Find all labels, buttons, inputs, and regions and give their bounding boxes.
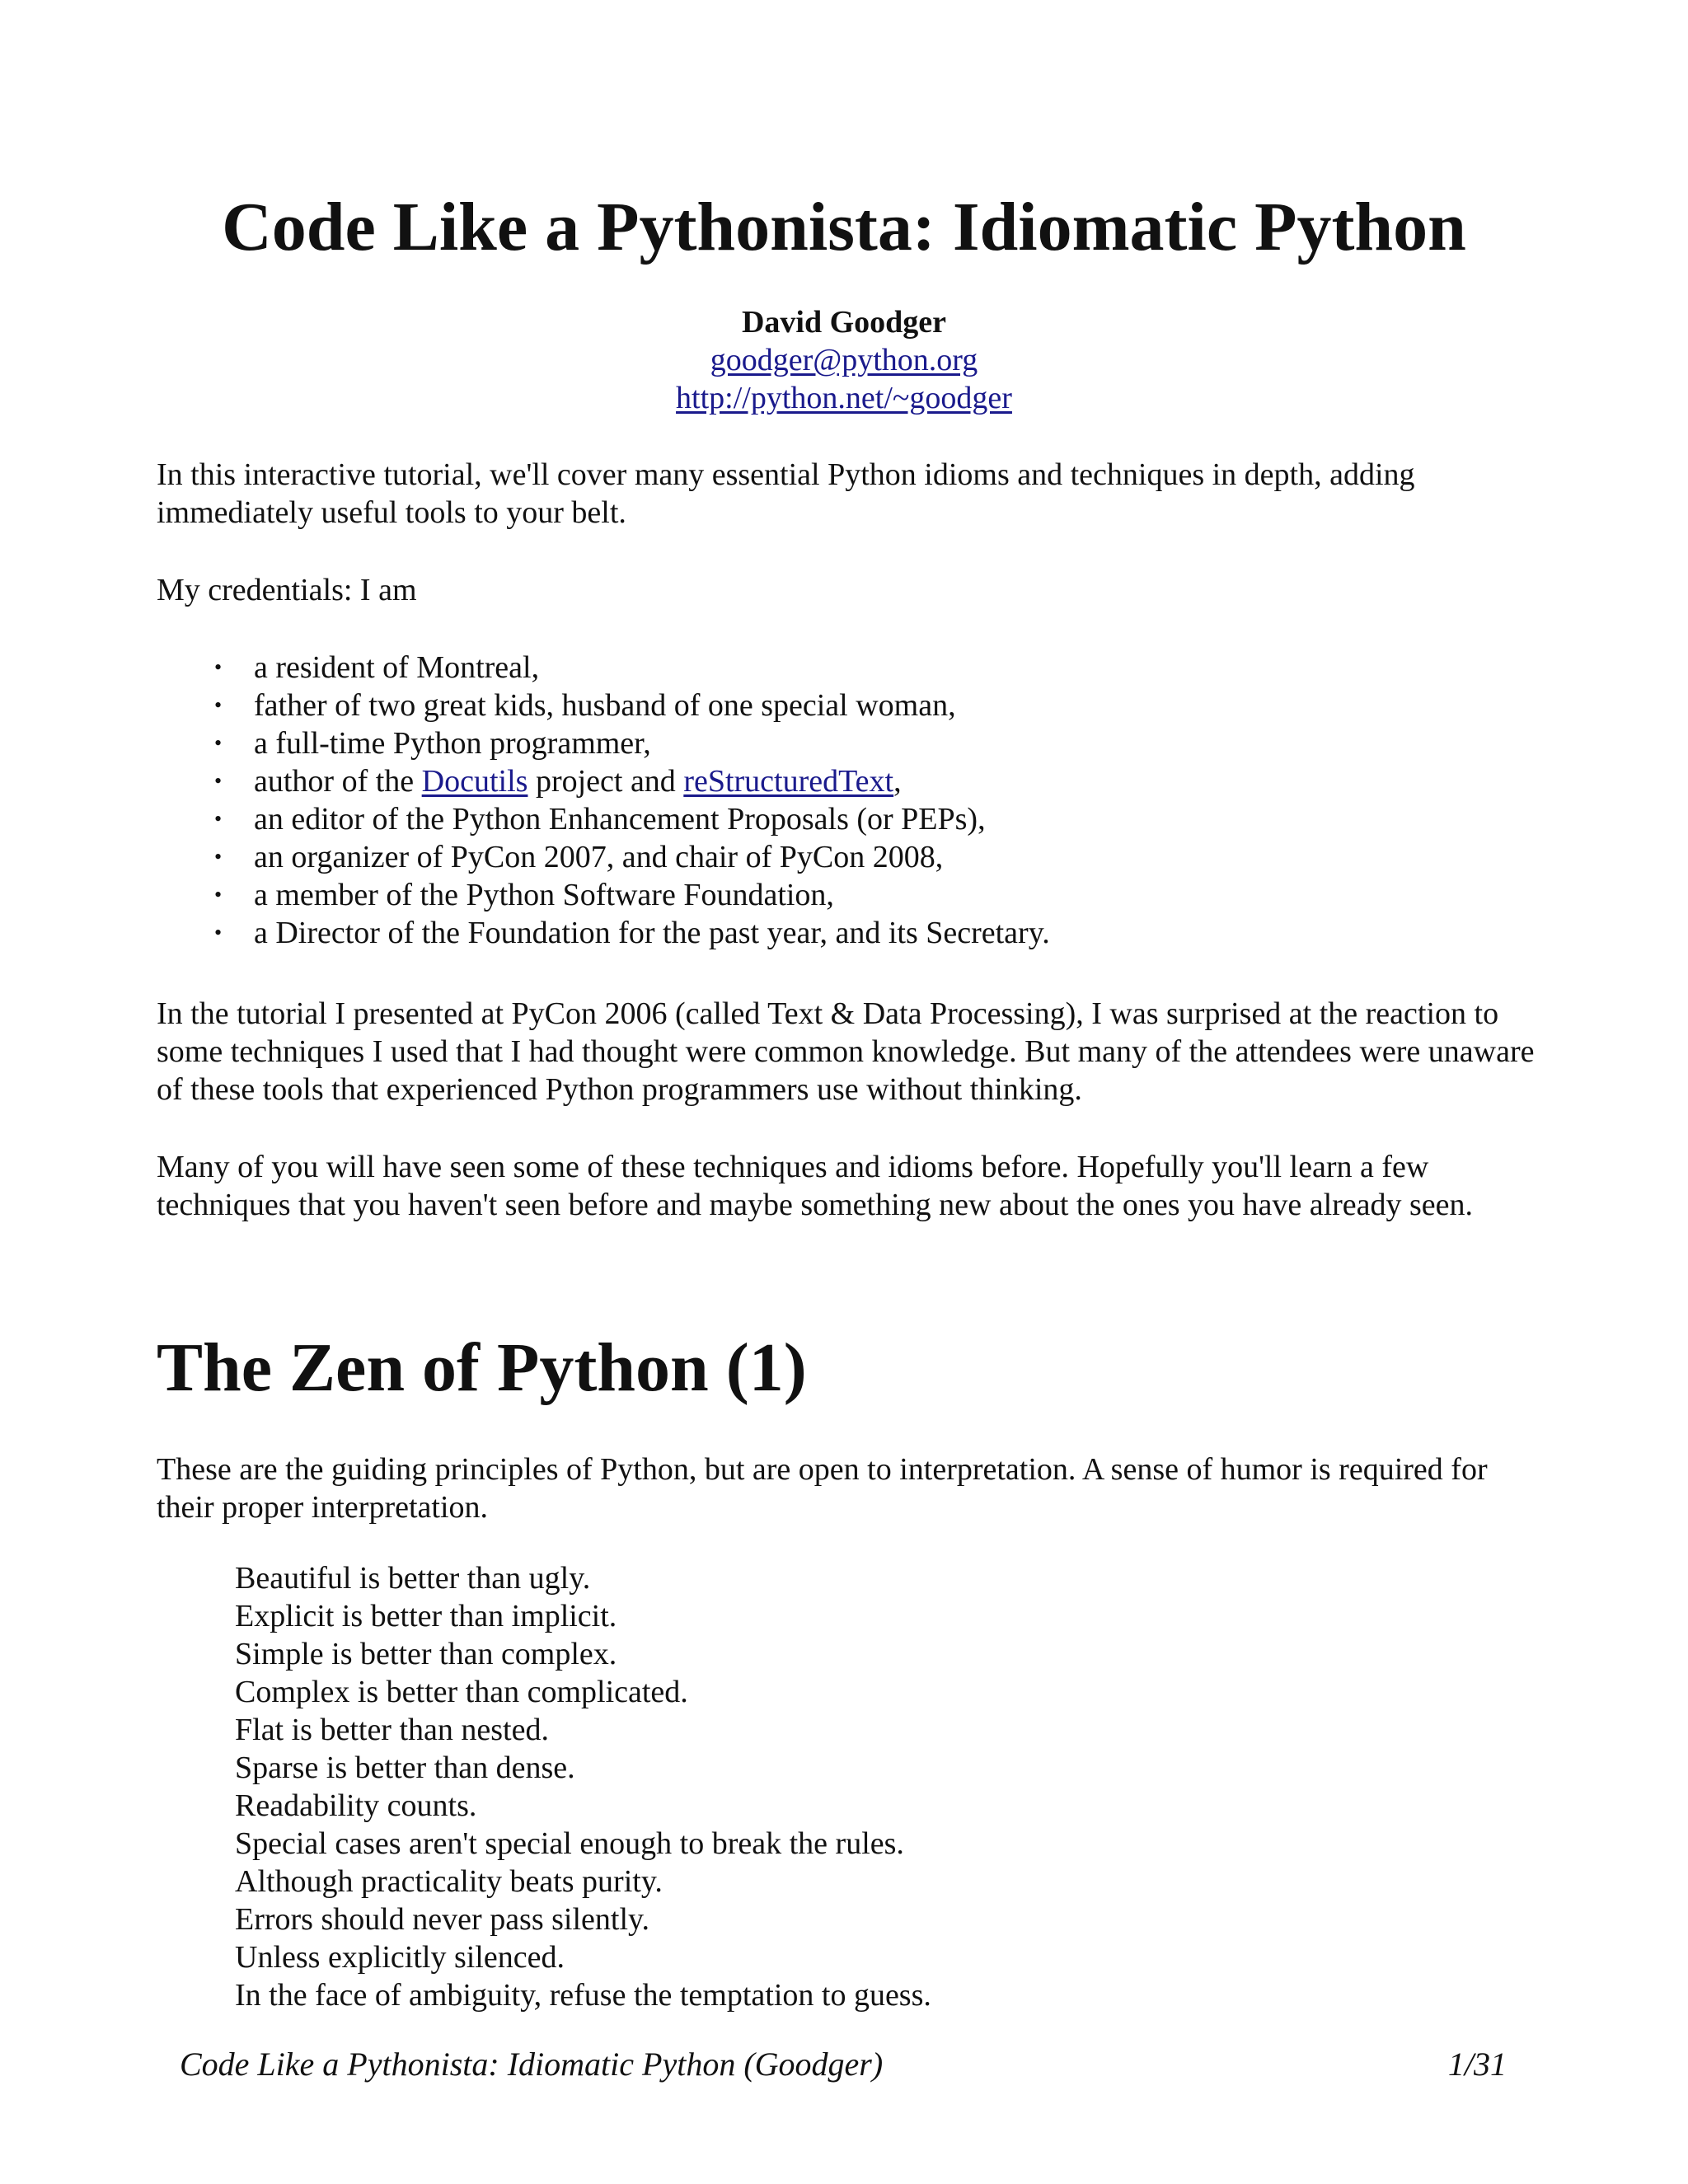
zen-line: Unless explicitly silenced. bbox=[235, 1940, 565, 1975]
bullet-icon: • bbox=[214, 693, 223, 717]
seen-paragraph: Many of you will have seen some of these techniques and idioms before. Hopefully you'll learn a few techniques that you haven't seen before and maybe something new about the ones you have already seen. bbox=[157, 1150, 1474, 1222]
credential-text: a resident of Montreal, bbox=[254, 650, 540, 685]
author-email-link[interactable]: goodger@python.org bbox=[710, 343, 978, 377]
page-number: 1/31 bbox=[1447, 2046, 1507, 2083]
zen-list bbox=[235, 1559, 1471, 2014]
credentials-list bbox=[157, 649, 1541, 952]
bullet-icon: • bbox=[214, 807, 223, 831]
credential-text: father of two great kids, husband of one special woman, bbox=[254, 688, 956, 723]
list-item bbox=[157, 838, 1541, 876]
docutils-link[interactable]: Docutils bbox=[421, 764, 528, 799]
author-name: David Goodger bbox=[741, 305, 947, 340]
intro-paragraph: In this interactive tutorial, we'll cover many essential Python idioms and techniques in depth, adding immediately useful tools to your belt. bbox=[157, 457, 1415, 530]
list-item bbox=[157, 724, 1541, 762]
bullet-icon: • bbox=[214, 731, 223, 755]
credential-text: , bbox=[893, 764, 902, 799]
bullet-icon: • bbox=[214, 883, 223, 907]
list-item bbox=[157, 649, 1541, 687]
pycon-paragraph: In the tutorial I presented at PyCon 2006 (called Text & Data Processing), I was surprised at the reaction to some techniques I used that I had thought were common knowledge. But many of the attendees were unaware of these tools that experienced Python programmers use without thinking. bbox=[157, 996, 1535, 1107]
credential-text: a full-time Python programmer, bbox=[254, 726, 651, 761]
bullet-icon: • bbox=[214, 845, 223, 869]
zen-line: Although practicality beats purity. bbox=[235, 1864, 663, 1899]
credential-text: a member of the Python Software Foundation, bbox=[254, 878, 834, 912]
zen-line: Beautiful is better than ugly. bbox=[235, 1561, 591, 1596]
list-item bbox=[157, 687, 1541, 724]
credential-text: a Director of the Foundation for the past year, and its Secretary. bbox=[254, 916, 1050, 950]
credential-text: author of the bbox=[254, 764, 422, 799]
bullet-icon: • bbox=[214, 921, 223, 944]
list-item bbox=[157, 914, 1541, 952]
zen-line: Special cases aren't special enough to break the rules. bbox=[235, 1826, 904, 1861]
list-item bbox=[157, 800, 1541, 838]
credentials-lead: My credentials: I am bbox=[157, 573, 417, 607]
zen-intro-paragraph: These are the guiding principles of Python, but are open to interpretation. A sense of humor is required for their proper interpretation. bbox=[157, 1452, 1488, 1525]
zen-line: In the face of ambiguity, refuse the temptation to guess. bbox=[235, 1978, 931, 2013]
zen-line: Sparse is better than dense. bbox=[235, 1750, 575, 1785]
document-title: Code Like a Pythonista: Idiomatic Python bbox=[222, 189, 1466, 265]
list-item bbox=[157, 876, 1541, 914]
zen-line: Readability counts. bbox=[235, 1788, 477, 1823]
credential-text: an editor of the Python Enhancement Proposals (or PEPs), bbox=[254, 802, 986, 837]
zen-line: Flat is better than nested. bbox=[235, 1713, 549, 1747]
bullet-icon: • bbox=[214, 655, 223, 679]
credential-text: project and bbox=[528, 764, 684, 799]
zen-line: Complex is better than complicated. bbox=[235, 1675, 688, 1709]
section-heading: The Zen of Python (1) bbox=[157, 1329, 807, 1406]
author-homepage-link[interactable]: http://python.net/~goodger bbox=[676, 381, 1012, 415]
zen-line: Explicit is better than implicit. bbox=[235, 1599, 617, 1633]
bullet-icon: • bbox=[214, 769, 223, 793]
author-block bbox=[0, 303, 1688, 417]
restructuredtext-link[interactable]: reStructuredText bbox=[683, 764, 894, 799]
zen-line: Errors should never pass silently. bbox=[235, 1902, 650, 1937]
footer-title: Code Like a Pythonista: Idiomatic Python (Goodger) bbox=[180, 2046, 884, 2083]
credential-text: an organizer of PyCon 2007, and chair of PyCon 2008, bbox=[254, 840, 944, 874]
list-item bbox=[157, 762, 1541, 800]
zen-line: Simple is better than complex. bbox=[235, 1637, 617, 1671]
